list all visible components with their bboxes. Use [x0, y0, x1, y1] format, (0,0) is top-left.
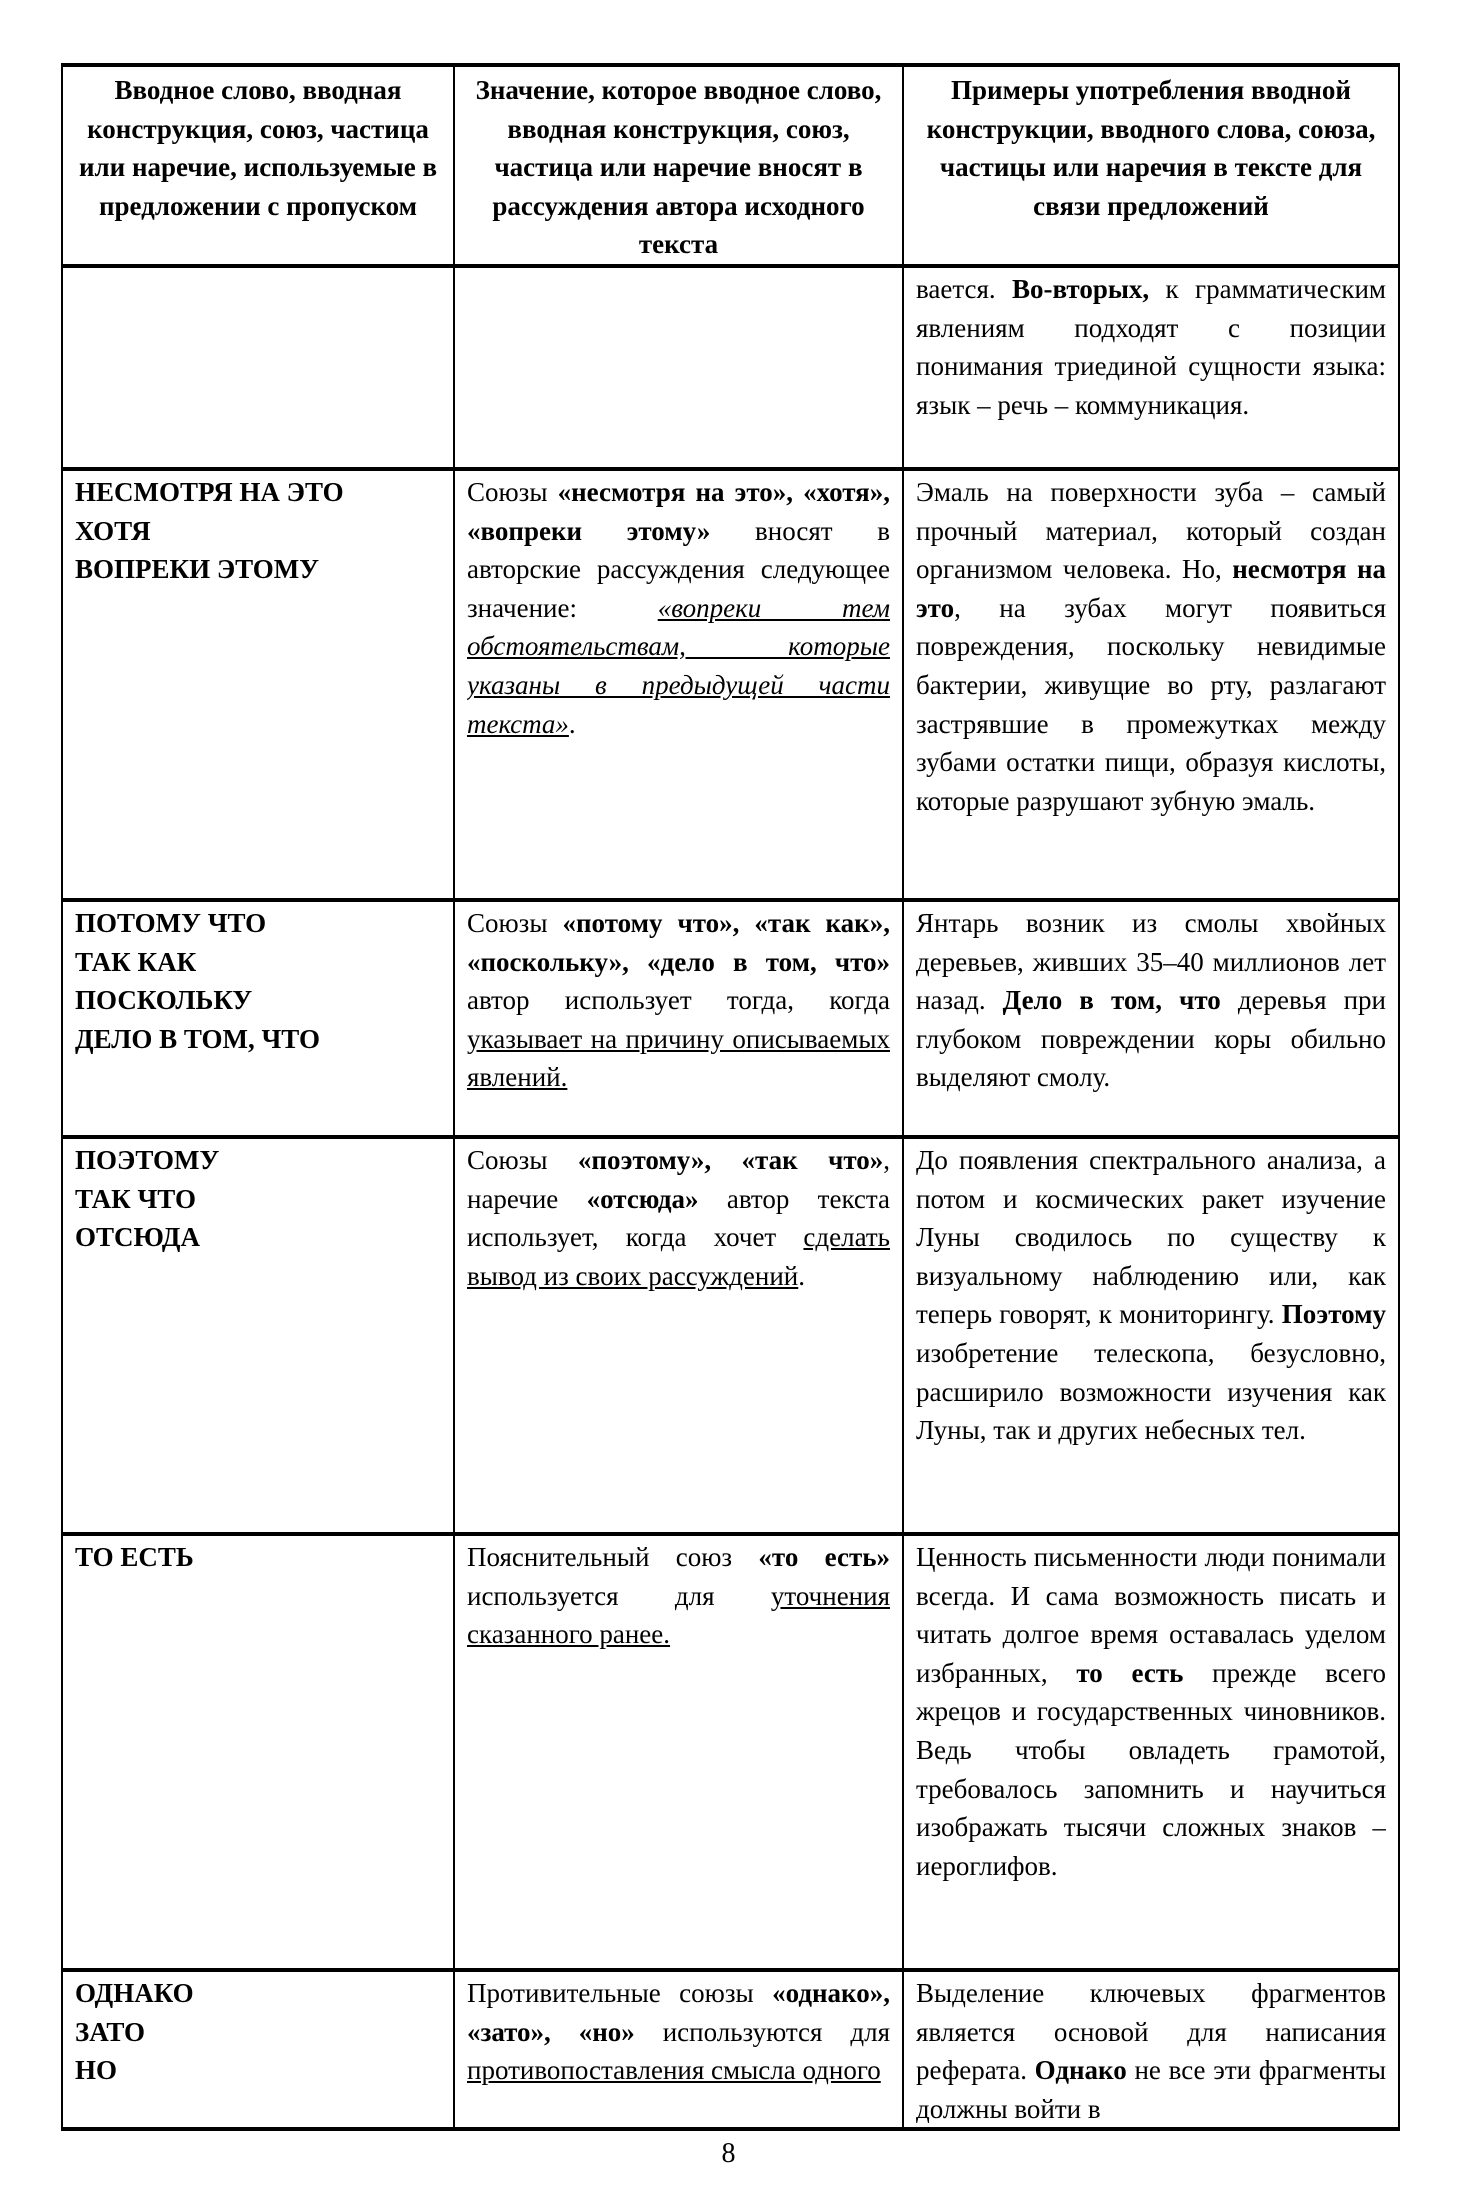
text-segment: изобретение телескопа, безусловно, расширило возможности изучения как Луны, так и других небесных тел.: [916, 1337, 1386, 1446]
keyword: ПОЭТОМУ: [75, 1144, 220, 1175]
keyword: ДЕЛО В ТОМ, ЧТО: [75, 1023, 320, 1054]
example-cell: [903, 266, 1399, 469]
highlighted-word: Однако: [1034, 2055, 1127, 2086]
text-segment: Эмаль на поверхности зуба – самый прочный материал, который создан организмом человека. Но,: [916, 476, 1386, 585]
text-segment: используются для: [634, 2016, 890, 2047]
highlighted-word: то есть: [1076, 1657, 1184, 1688]
text-segment: не все эти фрагменты должны войти в: [916, 2055, 1386, 2123]
header-cell-keyword: Вводное слово, вводная конструкция, союз, частица или наречие, используемые в предложении с пропуском: [62, 65, 454, 266]
example-cell: [903, 900, 1399, 1137]
page-number: 8: [721, 2138, 736, 2169]
text-segment: .: [798, 1260, 805, 1291]
reference-table: [61, 63, 1400, 2131]
text-segment: Ценность письменности люди понимали всегда. И сама возможность писать и читать долгое время оставалась уделом избранных,: [916, 1541, 1386, 1688]
text-segment: , на зубах могут появиться повреждения, поскольку невидимые бактерии, живущие во рту, разлагают застрявшие в промежутках между зубами остатки пищи, образуя кислоты, которые разрушают зубную эмаль.: [916, 592, 1386, 816]
keyword: ПОСКОЛЬКУ: [75, 985, 253, 1016]
cell-content: [467, 270, 890, 463]
keyword-cell: [62, 1534, 454, 1970]
cell-content: [75, 473, 441, 894]
table-row: [62, 266, 1399, 469]
example-cell: [903, 1970, 1399, 2129]
highlighted-word: «однако», «зато», «но»: [467, 1977, 890, 2047]
cell-content: [916, 1974, 1386, 2123]
text-segment: Выделение ключевых фрагментов является основой для написания реферата.: [916, 1977, 1386, 2086]
underlined-text: противопоставления смысла одного: [467, 2055, 881, 2086]
table-row: [62, 469, 1399, 900]
text-segment: вносят в авторские рассуждения следующее значение:: [467, 515, 890, 623]
underlined-text: уточнения сказанного ранее.: [467, 1580, 890, 1650]
text-segment: прежде всего жрецов и государственных чиновников. Ведь чтобы овладеть грамотой, требовалось запомнить и научиться изображать тысячи сложных знаков – иероглифов.: [916, 1657, 1386, 1881]
meaning-cell: [454, 900, 903, 1137]
table-header-row: [62, 65, 1399, 266]
cell-content: [916, 473, 1386, 894]
text-segment: Противительные союзы: [467, 1977, 773, 2008]
text-segment: Янтарь возник из смолы хвойных деревьев, живших 35–40 миллионов лет назад.: [916, 907, 1386, 1016]
text-segment: Союзы: [467, 476, 558, 507]
meaning-cell: [454, 469, 903, 900]
keyword: ТАК КАК: [75, 946, 197, 977]
cell-content: [467, 1538, 890, 1964]
keyword: ХОТЯ: [75, 515, 151, 546]
header-cell-meaning: Значение, которое вводное слово, вводная конструкция, союз, частица или наречие вносят в рассуждения автора исходного текста: [454, 65, 903, 266]
cell-content: [467, 904, 890, 1131]
keyword-cell: [62, 469, 454, 900]
cell-content: [916, 1141, 1386, 1528]
cell-content: [916, 904, 1386, 1131]
meaning-cell: [454, 1137, 903, 1534]
cell-content: [75, 1538, 441, 1964]
highlighted-word: «несмотря на это», «хотя», «вопреки этому»: [467, 476, 890, 546]
text-segment: вается.: [916, 273, 1013, 304]
text-segment: До появления спектрального анализа, а потом и космических ракет изучение Луны сводилось по существу к визуальному наблюдению или, как теперь говорят, к мониторингу.: [916, 1144, 1386, 1330]
keyword: ВОПРЕКИ ЭТОМУ: [75, 554, 320, 585]
cell-content: [467, 1141, 890, 1528]
text-segment: Союзы: [467, 907, 563, 938]
meaning-cell: [454, 1970, 903, 2129]
table-row: [62, 900, 1399, 1137]
cell-content: [916, 270, 1386, 463]
highlighted-word: Во-вторых,: [1012, 273, 1150, 304]
highlighted-word: Дело в том, что: [1002, 985, 1221, 1016]
keyword-cell: [62, 1970, 454, 2129]
text-segment: Пояснительный союз: [467, 1541, 759, 1572]
highlighted-word: «отсюда»: [586, 1183, 699, 1214]
cell-content: [916, 1538, 1386, 1964]
underlined-text: указывает на причину описываемых явлений.: [467, 1023, 890, 1093]
keyword: НЕСМОТРЯ НА ЭТО: [75, 476, 344, 507]
cell-content: [467, 1974, 890, 2123]
cell-content: [75, 1141, 441, 1528]
text-segment: автор текста использует, когда хочет: [467, 1183, 890, 1253]
text-segment: к грамматическим явлениям подходят с позиции понимания триединой сущности языка: язык – речь – коммуникация.: [916, 273, 1386, 420]
cell-content: [75, 904, 441, 1131]
text-segment: Союзы: [467, 1144, 578, 1175]
keyword: НО: [75, 2055, 118, 2086]
example-cell: [903, 1137, 1399, 1534]
cell-content: [75, 270, 441, 463]
highlighted-word: «поэтому», «так что»: [577, 1144, 884, 1175]
meaning-cell: [454, 1534, 903, 1970]
text-segment: , наречие: [467, 1144, 890, 1214]
keyword: ТАК ЧТО: [75, 1183, 196, 1214]
keyword: ОТСЮДА: [75, 1222, 200, 1253]
header-cell-example: Примеры употребления вводной конструкции, вводного слова, союза, частицы или наречия в тексте для связи предложений: [903, 65, 1399, 266]
highlighted-word: несмотря на это: [916, 554, 1386, 623]
cell-content: [75, 1974, 441, 2123]
keyword-cell: [62, 900, 454, 1137]
table-row: [62, 1970, 1399, 2129]
underlined-text: сделать вывод из своих рассуждений: [467, 1222, 890, 1291]
example-cell: [903, 469, 1399, 900]
meaning-cell: [454, 266, 903, 469]
text-segment: используется для: [467, 1580, 771, 1611]
example-cell: [903, 1534, 1399, 1970]
keyword-cell: [62, 266, 454, 469]
text-segment: .: [568, 708, 576, 739]
keyword: ТО ЕСТЬ: [75, 1541, 194, 1572]
text-segment: деревья при глубоком повреждении коры обильно выделяют смолу.: [916, 985, 1386, 1093]
keyword: ОДНАКО: [75, 1977, 194, 2008]
text-segment: автор использует тогда, когда: [467, 985, 890, 1016]
highlighted-word: Поэтому: [1281, 1299, 1386, 1330]
table-row: [62, 1534, 1399, 1970]
highlighted-word: «то есть»: [758, 1541, 890, 1572]
table-row: [62, 1137, 1399, 1534]
highlighted-word: «потому что», «так как», «поскольку», «дело в том, что»: [467, 907, 890, 977]
cell-content: [467, 473, 890, 894]
underlined-text: «вопреки тем обстоятельствам, которые указаны в предыдущей части текста»: [467, 592, 890, 739]
keyword-cell: [62, 1137, 454, 1534]
keyword: ЗАТО: [75, 2016, 146, 2047]
keyword: ПОТОМУ ЧТО: [75, 907, 267, 938]
